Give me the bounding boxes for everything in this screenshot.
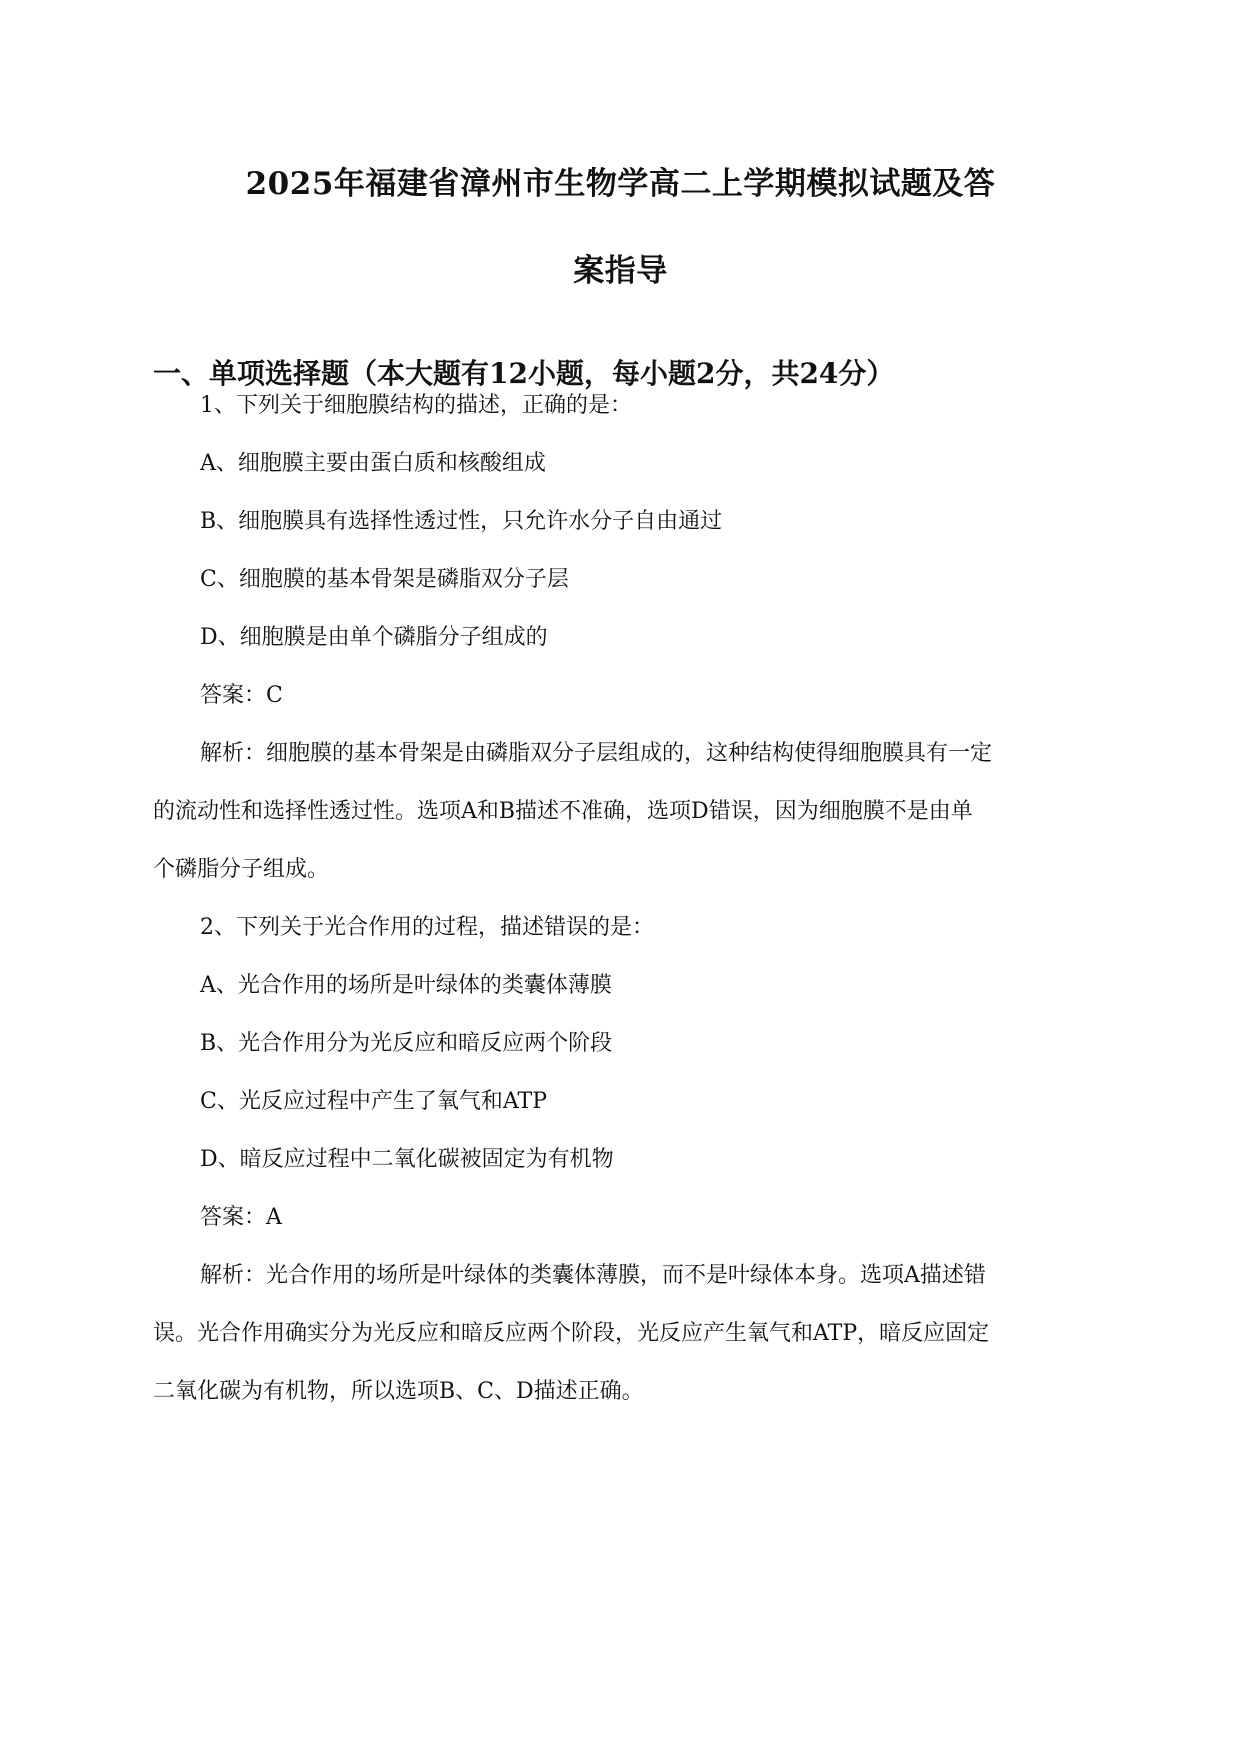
section-heading: 一、单项选择题（本大题有12小题，每小题2分，共24分）: [153, 357, 895, 390]
question-2-option-d: D、暗反应过程中二氧化碳被固定为有机物: [200, 1147, 614, 1172]
document-title-line-1: 2025年福建省漳州市生物学高二上学期模拟试题及答: [245, 166, 996, 202]
question-1-option-a: A、细胞膜主要由蛋白质和核酸组成: [200, 451, 546, 476]
question-2-option-c: C、光反应过程中产生了氧气和ATP: [200, 1089, 547, 1114]
question-1-answer: 答案：C: [200, 683, 283, 708]
question-1-analysis-line-1: 解析：细胞膜的基本骨架是由磷脂双分子层组成的，这种结构使得细胞膜具有一定: [200, 741, 993, 766]
question-2-option-b: B、光合作用分为光反应和暗反应两个阶段: [200, 1031, 613, 1056]
question-1-option-c: C、细胞膜的基本骨架是磷脂双分子层: [200, 567, 569, 592]
question-2-answer: 答案：A: [200, 1205, 282, 1230]
question-1-analysis-line-3: 个磷脂分子组成。: [153, 857, 330, 882]
question-2-stem: 2、下列关于光合作用的过程，描述错误的是：: [200, 915, 654, 940]
question-1-stem: 1、下列关于细胞膜结构的描述，正确的是：: [200, 393, 632, 418]
question-2-analysis-line-1: 解析：光合作用的场所是叶绿体的类囊体薄膜，而不是叶绿体本身。选项A描述错: [200, 1263, 986, 1288]
question-1-option-b: B、细胞膜具有选择性透过性，只允许水分子自由通过: [200, 509, 723, 534]
question-2-option-a: A、光合作用的场所是叶绿体的类囊体薄膜: [200, 973, 612, 998]
question-1-analysis-line-2: 的流动性和选择性透过性。选项A和B描述不准确，选项D错误，因为细胞膜不是由单: [153, 799, 973, 824]
question-2-analysis-line-2: 误。光合作用确实分为光反应和暗反应两个阶段，光反应产生氧气和ATP，暗反应固定: [153, 1321, 990, 1346]
document-title-line-2: 案指导: [573, 253, 668, 289]
question-2-analysis-line-3: 二氧化碳为有机物，所以选项B、C、D描述正确。: [153, 1379, 644, 1404]
question-1-option-d: D、细胞膜是由单个磷脂分子组成的: [200, 625, 548, 650]
